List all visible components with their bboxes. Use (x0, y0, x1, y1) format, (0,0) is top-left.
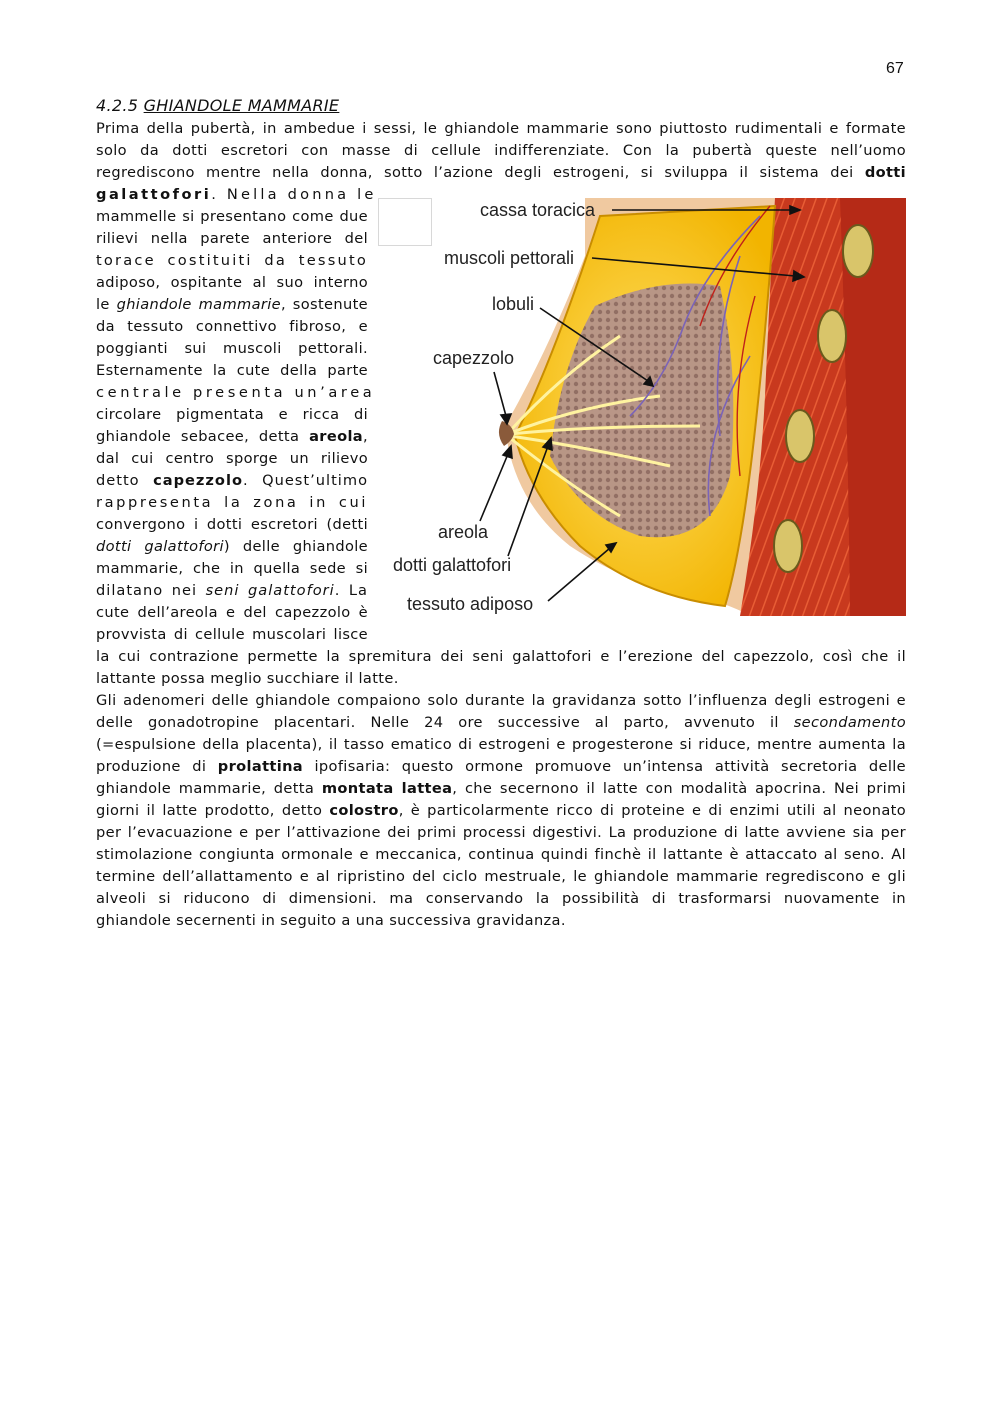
text-line (96, 756, 906, 778)
text-line: centrale presenta un’area (96, 384, 376, 401)
text-line: Gli adenomeri delle ghiandole compaiono solo durante la gravidanza sotto l’influenza degli estrogeni e (96, 692, 906, 709)
text-span: ghiandole sebacee, detta (96, 428, 310, 445)
text-span: , sostenute (280, 296, 368, 313)
text-line: torace costituiti da tessuto (96, 252, 368, 269)
text-span: giorni il latte prodotto, detto (96, 802, 330, 819)
text-line (96, 778, 906, 800)
text-line: provvista di cellule muscolari lisce (96, 626, 368, 643)
text-line: solo da dotti escretori con masse di cellule indifferenziate. Con la pubertà queste nell’uomo (96, 142, 906, 159)
text-line (96, 294, 368, 316)
bold-term: dotti (864, 164, 906, 181)
text-line: adiposo, ospitante al suo interno (96, 274, 368, 291)
text-line: termine dell’allattamento e al ripristino del ciclo mestruale, le ghiandole mammarie regrediscono e gli (96, 868, 906, 885)
italic-term: secondamento (793, 714, 906, 731)
text-line (96, 470, 368, 492)
text-line (96, 536, 368, 558)
text-line: mammelle si presentano come due (96, 208, 368, 225)
text-line: stimolazione congiunta ormonale e meccanica, continua quindi finchè il lattante è attaccato al seno. Al (96, 846, 906, 863)
text-line: ghiandole secernenti in seguito a una successiva gravidanza. (96, 912, 566, 929)
text-span: ) delle ghiandole (223, 538, 368, 555)
text-line: mammarie, che in quella sede si (96, 560, 368, 577)
section-heading (96, 96, 339, 115)
text-line (96, 184, 377, 206)
text-line: poggianti sui muscoli pettorali. (96, 340, 368, 357)
label-cassa-toracica: cassa toracica (480, 200, 596, 220)
text-span: le (96, 296, 117, 313)
label-muscoli-pettorali: muscoli pettorali (444, 248, 575, 268)
label-areola: areola (438, 522, 489, 542)
text-line: alveoli si riducono di dimensioni. ma conservando la possibilità di trasformarsi nuovamente in (96, 890, 906, 907)
rib (818, 310, 846, 362)
text-span: . Quest’ultimo (242, 472, 368, 489)
text-span: , (363, 428, 368, 445)
text-line: convergono i dotti escretori (detti (96, 516, 368, 533)
label-dotti-galattofori: dotti galattofori (393, 555, 512, 575)
text-line: dal cui centro sporge un rilievo (96, 450, 368, 467)
text-line: da tessuto connettivo fibroso, e (96, 318, 368, 335)
text-span: dilatano nei (96, 582, 206, 599)
text-line: rilievi nella parete anteriore del (96, 230, 368, 247)
bold-term: montata lattea (321, 780, 453, 797)
text-span: detto (96, 472, 154, 489)
text-line (96, 162, 906, 184)
text-line: Prima della pubertà, in ambedue i sessi, le ghiandole mammarie sono piuttosto rudimentali e formate (96, 120, 906, 137)
heading-title: GHIANDOLE MAMMARIE (143, 96, 340, 115)
text-span: delle gonadotropine placentari. Nelle 24 ore successive al parto, avvenuto il (96, 714, 794, 731)
italic-term: seni galattofori (205, 582, 335, 599)
text-line: Esternamente la cute della parte (96, 362, 368, 379)
text-line: rappresenta la zona in cui (96, 494, 368, 511)
bold-term: areola (309, 428, 363, 445)
label-capezzolo: capezzolo (433, 348, 515, 368)
text-span: regrediscono mentre nella donna, sotto l’azione degli estrogeni, si sviluppa il sistema dei (96, 164, 865, 181)
bold-term: prolattina (217, 758, 304, 775)
bold-term: capezzolo (153, 472, 243, 489)
text-line: la cui contrazione permette la spremitura dei seni galattofori e l’erezione del capezzolo, così che il (96, 648, 906, 665)
rib (843, 225, 873, 277)
label-tessuto-adiposo: tessuto adiposo (407, 594, 534, 614)
text-span: . La (334, 582, 368, 599)
text-line (96, 426, 368, 448)
text-line (96, 712, 906, 734)
text-span: produzione di (96, 758, 218, 775)
bold-term: galattofori (96, 186, 212, 203)
heading-number: 4.2.5 (96, 96, 144, 115)
page-number: 67 (886, 60, 904, 77)
text-span: , che secernono il latte con modalità apocrina. Nei primi (452, 780, 906, 797)
rib (774, 520, 802, 572)
text-span: ghiandole mammarie, detta (96, 780, 322, 797)
text-line: per l’evacuazione e per l’attivazione dei primi processi digestivi. La produzione di latte avviene sia per (96, 824, 906, 841)
text-span: , è particolarmente ricco di proteine e di enzimi utili al neonato (398, 802, 906, 819)
text-line: lattante possa meglio succhiare il latte. (96, 670, 399, 687)
bold-term: colostro (329, 802, 399, 819)
text-span: ipofisaria: questo ormone promuove un’intensa attività secretoria delle (303, 758, 906, 775)
italic-term: dotti galattofori (96, 538, 224, 555)
text-line: (=espulsione della placenta), il tasso ematico di estrogeni e progesterone si riduce, mentre aumenta la (96, 736, 906, 753)
text-line (96, 800, 906, 822)
text-line: cute dell’areola e del capezzolo è (96, 604, 368, 621)
text-line (96, 580, 368, 602)
rib (786, 410, 814, 462)
text-line: circolare pigmentata e ricca di (96, 406, 368, 423)
label-lobuli: lobuli (492, 294, 535, 314)
text-span: . Nella donna le (211, 186, 377, 203)
breast-anatomy-figure (380, 196, 906, 616)
italic-term: ghiandole mammarie (116, 296, 281, 313)
